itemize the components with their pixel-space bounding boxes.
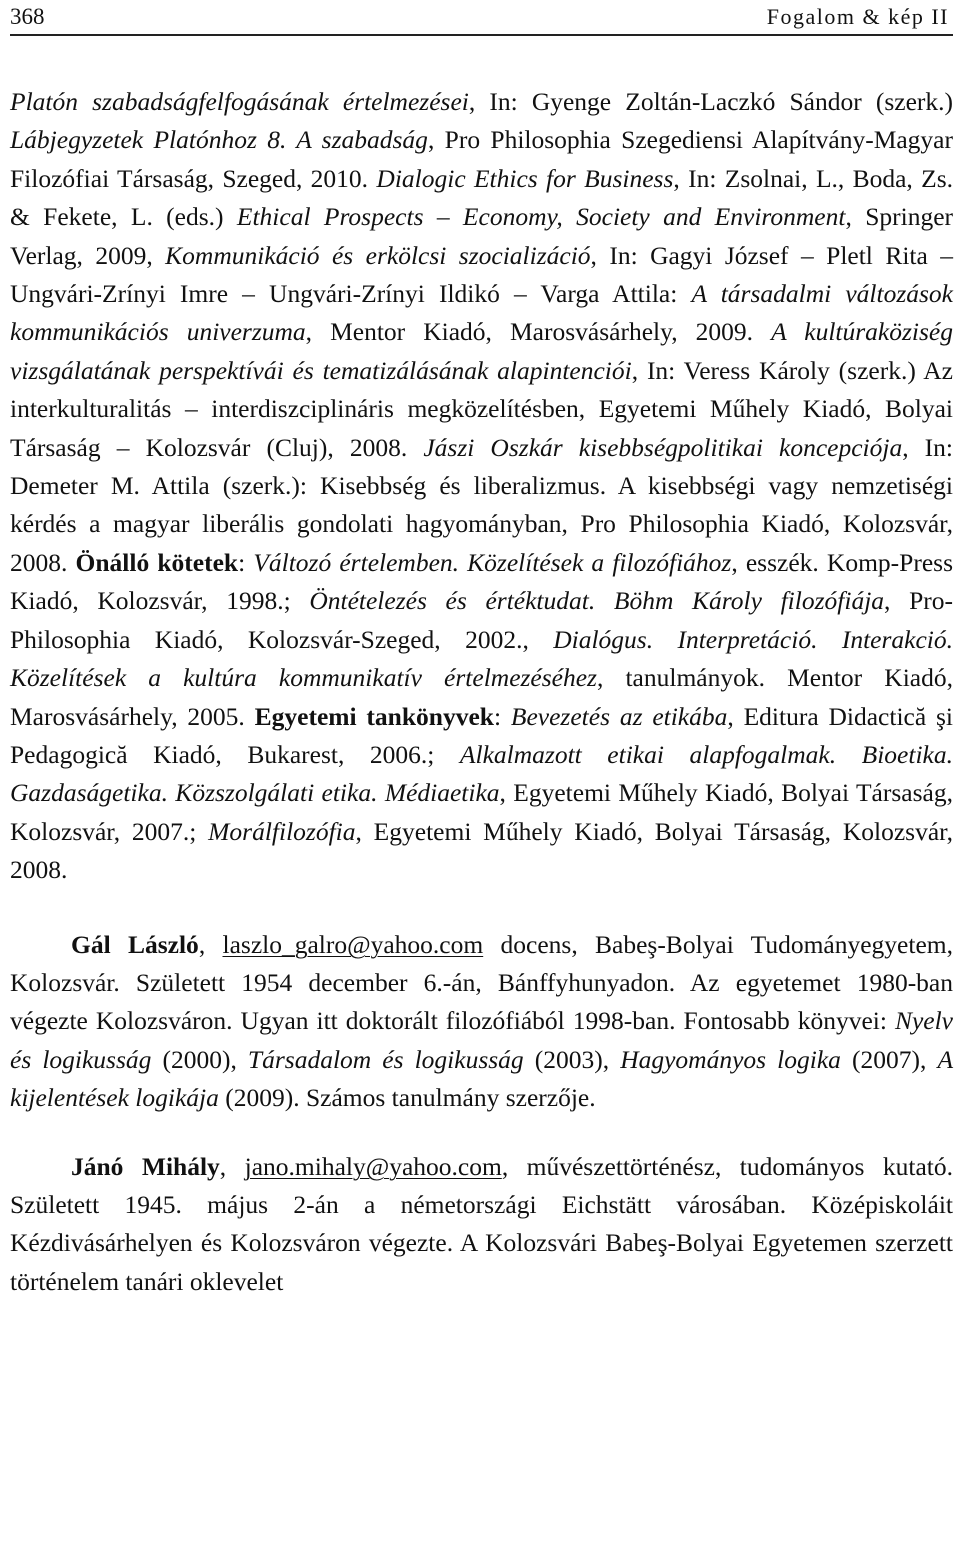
work-title: Változó értelemben. Közelítések a filozófiához: [253, 547, 732, 577]
work-title: Alkalmazott etikai alapfogalmak. Bioetika. Gazdaságetika. Közszolgálati etika. Médiaetika: [10, 739, 953, 808]
text-run: :: [238, 547, 254, 577]
text-run: , In: Demeter M. Attila (szerk.): Kisebbség és liberalizmus. A kisebbségi vagy nemzetiségi kérdés a magyar liberális gondolati hagyományban, Pro Philosophia Kiadó, Kolozsvár, 2008.: [10, 432, 954, 577]
work-title: Ethical Prospects – Economy, Society and Environment: [236, 202, 846, 232]
work-title: Lábjegyzetek Platónhoz 8. A szabadság: [10, 125, 428, 155]
author-email-link[interactable]: laszlo_galro@yahoo.com: [222, 929, 484, 959]
section-label: Egyetemi tankönyvek: [254, 701, 494, 731]
text-run: , Springer Verlag, 2009,: [10, 202, 954, 270]
text-run: (2003),: [523, 1044, 621, 1074]
page-header: [10, 0, 953, 36]
author-name: Jánó Mihály: [71, 1151, 220, 1181]
work-title: A társadalmi változások kommunikációs univerzuma: [10, 279, 953, 347]
text-run: (2009). Számos tanulmány szerzője.: [218, 1083, 596, 1113]
text-run: , Mentor Kiadó, Marosvásárhely, 2009.: [305, 317, 772, 347]
text-run: (2000),: [151, 1044, 248, 1074]
text-run: docens, Babeş-Bolyai Tudományegyetem, Kolozsvár. Született 1954 december 6.-án, Bánffyhunyadon. Az egyetemet 1980-ban végezte Kolozsváron. Ugyan itt doktorált filozófiából 1998-ban. Fontosabb könyvei:: [10, 929, 953, 1036]
work-title: Bevezetés az etikába: [510, 701, 728, 731]
text-run: , Egyetemi Műhely Kiadó, Bolyai Társaság, Kolozsvár, 2008.: [10, 816, 953, 885]
book-title: Társadalom és logikusság: [247, 1044, 524, 1074]
work-title: Dialogic Ethics for Business: [376, 163, 674, 193]
text-run: , In: Zsolnai, L., Boda, Zs. & Fekete, L. (eds.): [10, 163, 954, 232]
document-page: [10, 0, 953, 1301]
text-run: , esszék. Komp-Press Kiadó, Kolozsvár, 1998.;: [10, 547, 954, 616]
work-title: Dialógus. Interpretáció. Interakció. Közelítések a kultúra kommunikatív értelmezéséhez: [10, 624, 953, 693]
work-title: Öntételezés és értéktudat. Böhm Károly filozófiája: [309, 586, 885, 616]
book-title: Nyelv és logikusság: [10, 1006, 953, 1074]
author-bio-jano: [10, 1148, 953, 1302]
text-run: (2007),: [840, 1044, 938, 1074]
page-number: 368: [10, 4, 45, 29]
work-title: Kommunikáció és erkölcsi szocializáció: [165, 240, 591, 270]
text-run: , Editura Didactică şi Pedagogică Kiadó, Bukarest, 2006.;: [10, 701, 954, 769]
author-email-link[interactable]: jano.mihaly@yahoo.com: [244, 1151, 502, 1181]
text-run: , Pro Philosophia Szegediensi Alapítvány-Magyar Filozófiai Társaság, Szeged, 2010.: [10, 125, 953, 193]
work-title: Morálfilozófia: [208, 816, 356, 846]
book-title: Hagyományos logika: [620, 1044, 841, 1074]
text-run: , tanulmányok. Mentor Kiadó, Marosvásárhely, 2005.: [10, 663, 953, 731]
text-run: :: [493, 701, 511, 731]
author-bio-gal: [10, 926, 953, 1118]
text-run: , In: Gagyi József – Pletl Rita – Ungvári-Zrínyi Imre – Ungvári-Zrínyi Ildikó – Varga Attila:: [10, 240, 953, 309]
work-title: Jászi Oszkár kisebbségpolitikai koncepciója: [423, 432, 903, 462]
text-run: ,: [198, 929, 223, 959]
body-text: [10, 83, 953, 1301]
text-run: , In: Veress Károly (szerk.) Az interkulturalitás – interdiszciplináris megközelítésben, Egyetemi Műhely Kiadó, Bolyai Társaság – Kolozsvár (Cluj), 2008.: [10, 355, 953, 462]
works-paragraph: [10, 83, 953, 890]
work-title: A kultúraköziség vizsgálatának perspektívái és tematizálásának alapintenciói: [10, 317, 953, 385]
author-name: Gál László: [71, 929, 199, 959]
text-run: ,: [219, 1151, 245, 1181]
text-run: , Pro-Philosophia Kiadó, Kolozsvár-Szeged, 2002.,: [10, 586, 953, 654]
text-run: , művészettörténész, tudományos kutató. Született 1945. május 2-án a németországi Eichstätt városában. Középiskoláit Kézdivásárhelyen és Kolozsváron végezte. A Kolozsvári Babeş-Bolyai Egyetemen szerzett történelem tanári oklevelet: [10, 1151, 953, 1296]
section-label: Önálló kötetek: [75, 547, 239, 577]
book-title: A kijelentések logikája: [10, 1044, 954, 1113]
text-run: , Egyetemi Műhely Kiadó, Bolyai Társaság, Kolozsvár, 2007.;: [10, 778, 953, 846]
running-title: Fogalom & kép II: [766, 4, 949, 29]
text-run: , In: Gyenge Zoltán-Laczkó Sándor (szerk.): [468, 87, 953, 116]
work-title: Platón szabadságfelfogásának értelmezései: [10, 87, 469, 116]
